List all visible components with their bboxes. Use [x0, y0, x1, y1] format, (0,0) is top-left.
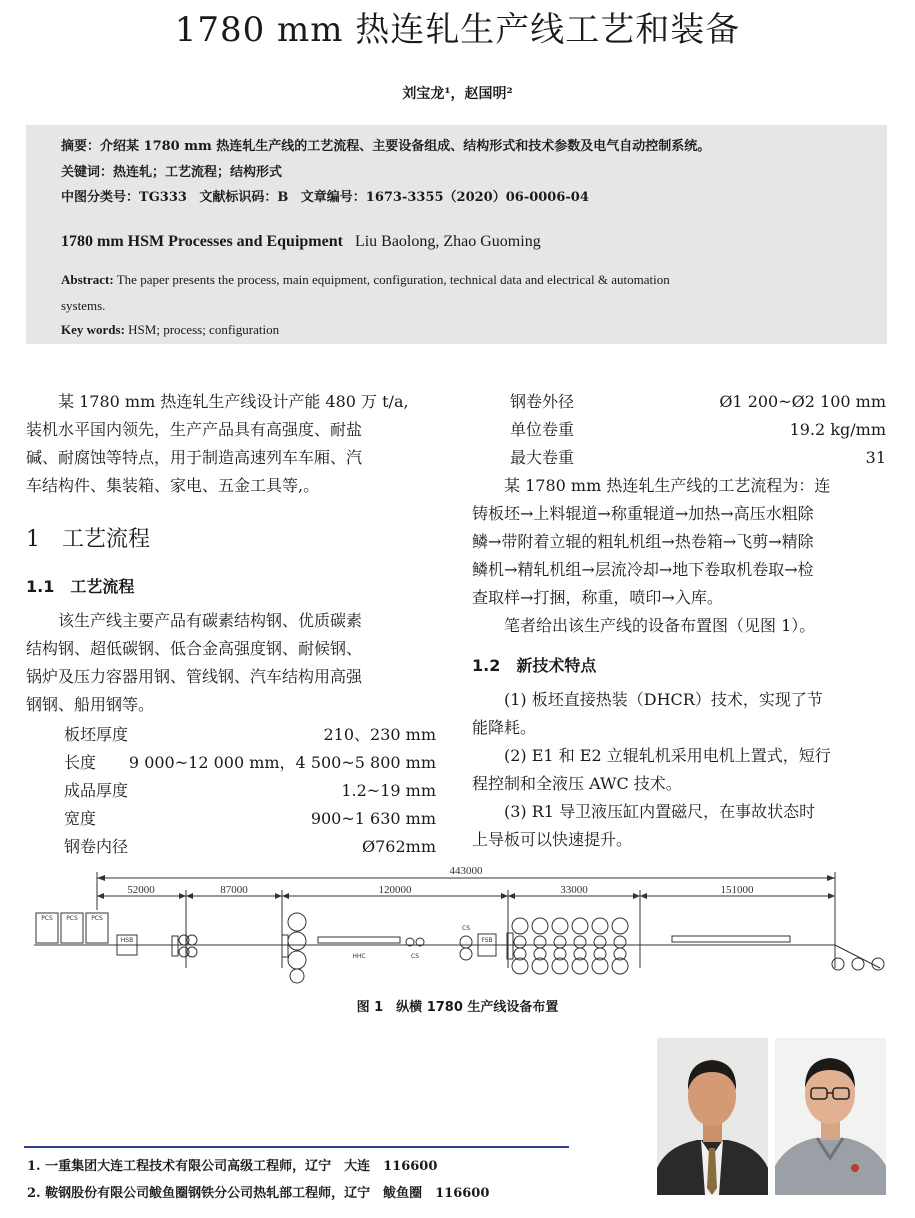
segment-label: 120000 — [378, 884, 412, 896]
english-title-line: 1780 mm HSM Processes and Equipment Liu Baolong, Zhao Guoming — [61, 233, 541, 250]
laminar-cooling — [672, 936, 790, 942]
footnote-1: 1. 一重集团大连工程技术有限公司高级工程师，辽宁 大连 116600 — [27, 1159, 438, 1174]
section-1-2-heading: 1.2 新技术特点 — [472, 656, 597, 675]
spec-row: 最大卷重 31 — [510, 448, 886, 467]
products-paragraph: 该生产线主要产品有碳素结构钢、优质碳素 结构钢、超低碳钢、低合金高强度钢、耐候钢、 锅炉及压力容器用钢、管线钢、汽车结构用高强 钢钢、船用钢等。 — [26, 611, 363, 714]
spec-row: 钢卷内径 Ø762mm — [64, 837, 436, 856]
abstract-cn: 摘要：介绍某 1780 mm 热连轧生产线的工艺流程、主要设备组成、结构形式和技术参数及电气自动控制系统。 — [61, 139, 711, 154]
spec-row: 钢卷外径 Ø1 200~Ø2 100 mm — [510, 392, 886, 411]
finishing-stands — [512, 918, 628, 974]
spec-row: 单位卷重 19.2 kg/mm — [510, 420, 886, 439]
layout-reference: 笔者给出该生产线的设备布置图（见图 1）。 — [504, 616, 816, 635]
section-1-1-heading: 1.1 工艺流程 — [26, 577, 135, 596]
intro-paragraph: 某 1780 mm 热连轧生产线设计产能 480 万 t/a, 装机水平国内领先，生产产品具有高强度、耐盐 碱、耐腐蚀等特点，用于制造高速列车车厢、汽 车结构件、集装箱、家电、五金工具等,。 — [26, 392, 409, 495]
features-paragraph: (1) 板坯直接热装（DHCR）技术，实现了节 能降耗。 (2) E1 和 E2 立辊轧机采用电机上置式，短行 程控制和全液压 AWC 技术。 (3) R1 导卫液压缸内置磁尺，在事故状态时 上导板可以快速提升。 — [472, 690, 831, 849]
cs-label: CS — [411, 953, 419, 960]
section-1-heading: 1 工艺流程 — [26, 527, 150, 552]
equipment-layout-figure — [0, 860, 915, 985]
footnote-2: 2. 鞍钢股份有限公司鲅鱼圈钢铁分公司热轧部工程师，辽宁 鲅鱼圈 116600 — [27, 1186, 490, 1201]
abstract-en-line2: systems. — [61, 298, 106, 313]
authors: 刘宝龙¹，赵国明² — [402, 86, 513, 102]
spec-row: 成品厚度 1.2~19 mm — [64, 781, 436, 800]
pcs-label: PCS — [41, 915, 53, 922]
process-flow-paragraph: 某 1780 mm 热连轧生产线的工艺流程为：连 铸板坯→上料辊道→称重辊道→加热→高压水粗除 鳞→带附着立辊的粗轧机组→热卷箱→飞剪→精除 鳞机→精轧机组→层流冷却→地下卷取机卷取→检 查取样→打捆，称重，喷印→入库。 笔者给出该生产线的设备布置图（见图 1）。 — [472, 472, 892, 640]
fsb-label: FSB — [481, 937, 493, 944]
author-photo-1 — [657, 1038, 768, 1195]
total-length-label: 443000 — [449, 865, 483, 877]
segment-label: 87000 — [220, 884, 248, 896]
abstract-box — [26, 125, 887, 344]
spec-row: 板坯厚度 210、230 mm — [64, 725, 436, 744]
segment-label: 33000 — [560, 884, 588, 896]
keywords-cn: 关键词：热连轧；工艺流程；结构形式 — [61, 165, 283, 180]
segment-label: 151000 — [720, 884, 754, 896]
hsb-label: HSB — [120, 937, 134, 944]
spec-row: 宽度 900~1 630 mm — [64, 809, 436, 828]
pcs-label: PCS — [66, 915, 78, 922]
pcs-label: PCS — [91, 915, 103, 922]
footnote-divider — [24, 1146, 569, 1148]
figure-caption: 图 1 纵横 1780 生产线设备布置 — [356, 1000, 559, 1015]
keywords-en: Key words: HSM; process; configuration — [61, 322, 280, 337]
classification-line: 中图分类号：TG333 文献标识码：B 文章编号：1673-3355（2020）06-0006-04 — [61, 190, 589, 205]
cs-label: CS — [462, 925, 470, 932]
abstract-en: Abstract: The paper presents the process, main equipment, configuration, technical data and electrical & automation — [61, 272, 670, 287]
hhc-box — [318, 937, 400, 943]
paper-title: 1780 mm 热连轧生产线工艺和装备 — [174, 10, 741, 50]
segment-label: 52000 — [127, 884, 155, 896]
hhc-label: HHC — [352, 953, 366, 960]
author-photo-2 — [775, 1038, 886, 1195]
spec-row: 长度 9 000~12 000 mm，4 500~5 800 mm — [64, 753, 436, 772]
